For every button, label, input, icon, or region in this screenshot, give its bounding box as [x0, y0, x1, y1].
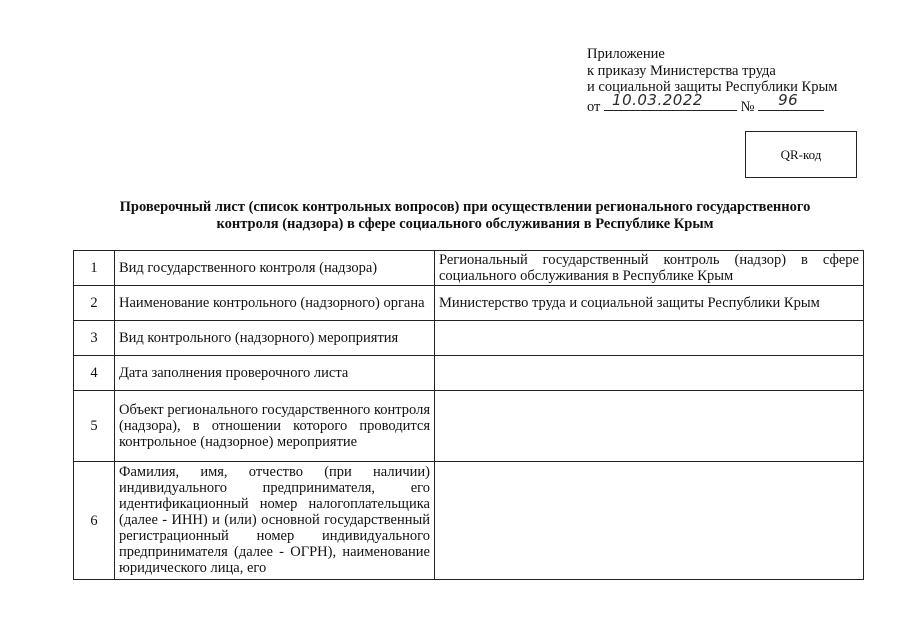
row-value: Региональный государственный контроль (надзор) в сфере социального обслуживания в Республике Крым — [435, 251, 864, 286]
table-row — [74, 462, 864, 580]
appendix-line-2: к приказу Министерства труда — [587, 62, 776, 79]
row-value — [435, 462, 864, 580]
number-sign: № — [740, 98, 755, 115]
row-value: Министерство труда и социальной защиты Республики Крым — [435, 286, 864, 321]
appendix-line-3: и социальной защиты Республики Крым — [587, 79, 838, 95]
row-number: 3 — [74, 321, 115, 356]
title-line-1: Проверочный лист (список контрольных вопросов) при осуществлении регионального государственного — [119, 199, 811, 215]
row-label: Объект регионального государственного контроля (надзора), в отношении которого проводится контрольное (надзорное) мероприятие — [115, 391, 435, 462]
date-field — [604, 90, 737, 111]
row-label-cell — [115, 462, 435, 580]
row-number: 6 — [74, 462, 115, 580]
appendix-block — [587, 46, 887, 115]
number-field — [758, 90, 824, 111]
row-number: 4 — [74, 356, 115, 391]
date-prefix: от — [587, 98, 601, 115]
row-label: Вид контрольного (надзорного) мероприятия — [115, 321, 435, 356]
appendix-line-1: Приложение — [587, 46, 665, 62]
row-label: Фамилия, имя, отчество (при наличии) индивидуального предпринимателя, его идентификационный номер налогоплательщика (далее - ИНН) и (или) основной государственный регистрационный номер индивидуального предпринимателя (далее - ОГРН), наименование юридического лица, его — [119, 463, 430, 576]
qr-code-box — [745, 131, 857, 178]
row-label: Дата заполнения проверочного листа — [115, 356, 435, 391]
row-value — [435, 321, 864, 356]
title-line-2: контроля (надзора) в сфере социального обслуживания в Республике Крым — [216, 216, 714, 232]
checklist-table — [73, 250, 864, 580]
row-label: Наименование контрольного (надзорного) органа — [115, 286, 435, 321]
table-row — [74, 286, 864, 321]
row-value — [435, 391, 864, 462]
table-row — [74, 321, 864, 356]
row-value — [435, 356, 864, 391]
table-row — [74, 391, 864, 462]
table-row — [74, 251, 864, 286]
row-number: 5 — [74, 391, 115, 462]
handwritten-number: 96 — [778, 90, 799, 109]
row-label: Вид государственного контроля (надзора) — [115, 251, 435, 286]
row-number: 1 — [74, 251, 115, 286]
qr-code-label: QR-код — [780, 146, 822, 162]
handwritten-date: 10.03.2022 — [612, 90, 703, 109]
row-number: 2 — [74, 286, 115, 321]
document-title — [70, 199, 860, 233]
appendix-date-line — [587, 90, 887, 116]
table-row — [74, 356, 864, 391]
